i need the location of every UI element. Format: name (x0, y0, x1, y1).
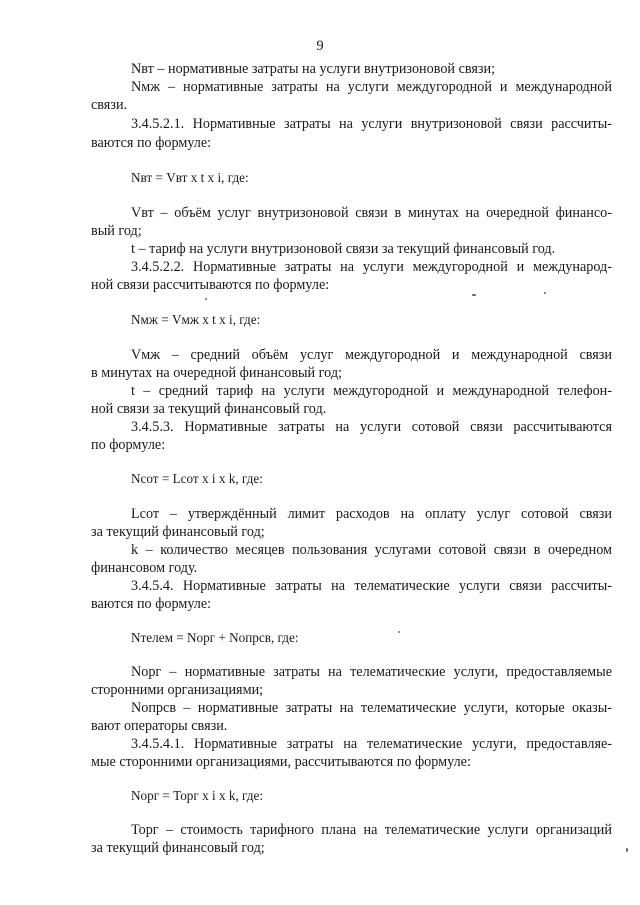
scan-speck (544, 292, 546, 294)
formula: Nтелем = Nорг + Nопрсв, где: (131, 630, 299, 645)
text-line: t – средний тариф на услуги междугородной и международной телефон- (131, 383, 612, 399)
text-line: Nвт – нормативные затраты на услуги внутризоновой связи; (131, 61, 496, 77)
text-line: ваются по формуле: (91, 596, 212, 612)
text-line: вают операторы связи. (91, 718, 228, 734)
text-line: связи. (91, 97, 128, 113)
text-line: Vвт – объём услуг внутризоновой связи в минутах на очередной финансо- (131, 205, 612, 221)
paragraph-heading: 3.4.5.4. Нормативные затраты на телематические услуги связи рассчиты- (131, 578, 612, 594)
text-line: мые сторонними организациями, рассчитываются по формуле: (91, 754, 471, 770)
paragraph-heading: 3.4.5.4.1. Нормативные затраты на телематические услуги, предоставляе- (131, 736, 612, 752)
text-line: Vмж – средний объём услуг междугородной и международной связи (131, 347, 612, 363)
formula: Nорг = Торг x i x k, где: (131, 788, 264, 803)
text-line: ной связи рассчитываются по формуле: (91, 277, 330, 293)
text-line: сторонними организациями; (91, 682, 264, 698)
scan-speck (205, 298, 207, 300)
text-line: ваются по формуле: (91, 135, 212, 151)
formula: Nсот = Lсот x i x k, где: (131, 471, 263, 486)
scan-speck (626, 848, 628, 852)
text-line: за текущий финансовый год; (91, 524, 265, 540)
text-line: Nмж – нормативные затраты на услуги междугородной и международной (131, 79, 612, 95)
formula: Nмж = Vмж x t x i, где: (131, 312, 261, 327)
text-line: k – количество месяцев пользования услугами сотовой связи в очередном (131, 542, 612, 558)
paragraph-heading: 3.4.5.2.2. Нормативные затраты на услуги междугородной и международ- (131, 259, 612, 275)
scan-speck (398, 631, 400, 633)
text-line: Nорг – нормативные затраты на телематические услуги, предоставляемые (131, 664, 612, 680)
text-line: t – тариф на услуги внутризоновой связи за текущий финансовый год. (131, 241, 556, 257)
text-line: за текущий финансовый год; (91, 840, 265, 856)
paragraph-heading: 3.4.5.2.1. Нормативные затраты на услуги внутризоновой связи рассчиты- (131, 116, 612, 132)
text-line: финансовом году. (91, 560, 198, 576)
page-number: 9 (316, 38, 324, 54)
text-line: Lсот – утверждённый лимит расходов на оплату услуг сотовой связи (131, 506, 612, 522)
text-line: ной связи за текущий финансовый год. (91, 401, 327, 417)
text-line: Торг – стоимость тарифного плана на телематические услуги организаций (131, 822, 612, 838)
paragraph-heading: 3.4.5.3. Нормативные затраты на услуги сотовой связи рассчитываются (131, 419, 612, 435)
text-line: вый год; (91, 223, 142, 239)
text-line: в минутах на очередной финансовый год; (91, 365, 342, 381)
text-line: Nопрсв – нормативные затраты на телематические услуги, которые оказы- (131, 700, 612, 716)
text-line: по формуле: (91, 437, 166, 453)
scan-speck (472, 294, 476, 296)
formula: Nвт = Vвт x t x i, где: (131, 170, 249, 185)
